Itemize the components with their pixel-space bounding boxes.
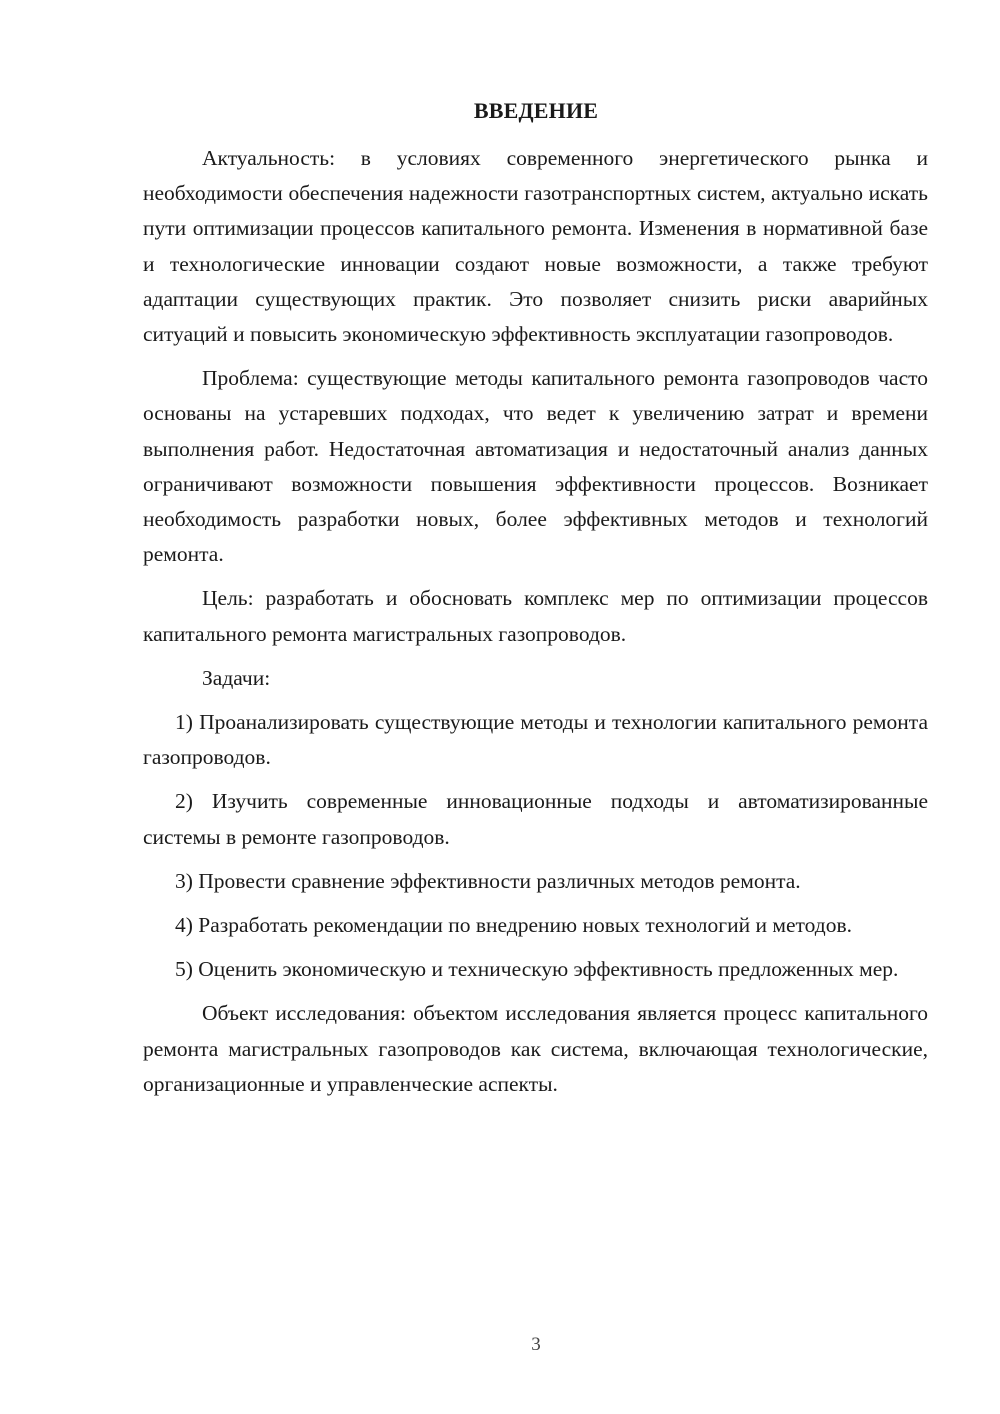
task-item-1: 1) Проанализировать существующие методы и технологии капитального ремонта газопроводов. (143, 710, 928, 770)
task-item-5: 5) Оценить экономическую и техническую эффективность предложенных мер. (175, 957, 899, 982)
task-item-2: 2) Изучить современные инновационные подходы и автоматизированные системы в ремонте газопроводов. (143, 789, 928, 849)
tasks-heading: Задачи: (202, 665, 271, 690)
task-item-4: 4) Разработать рекомендации по внедрению новых технологий и методов. (175, 913, 852, 938)
page-title: ВВЕДЕНИЕ (473, 98, 599, 123)
paragraph-goal: Цель: разработать и обосновать комплекс мер по оптимизации процессов капитального ремонта магистральных газопроводов. (143, 586, 928, 646)
task-item-3: 3) Провести сравнение эффективности различных методов ремонта. (175, 868, 801, 893)
page-body (143, 141, 928, 1111)
paragraph-object: Объект исследования: объектом исследования является процесс капитального ремонта магистральных газопроводов как система, включающая технологические, организационные и управленческие аспекты. (143, 1001, 928, 1096)
paragraph-problem: Проблема: существующие методы капитального ремонта газопроводов часто основаны на устаревших подходах, что ведет к увеличению затрат и времени выполнения работ. Недостаточная автоматизация и недостаточный анализ данных ограничивают возможности повышения эффективности процессов. Возникает необходимость разработки новых, более эффективных методов и технологий ремонта. (143, 366, 928, 567)
paragraph-relevance: Актуальность: в условиях современного энергетического рынка и необходимости обеспечения надежности газотранспортных систем, актуально искать пути оптимизации процессов капитального ремонта. Изменения в нормативной базе и технологические инновации создают новые возможности, а также требуют адаптации существующих практик. Это позволяет снизить риски аварийных ситуаций и повысить экономическую эффективность эксплуатации газопроводов. (143, 146, 928, 347)
page-number: 3 (531, 1334, 541, 1355)
